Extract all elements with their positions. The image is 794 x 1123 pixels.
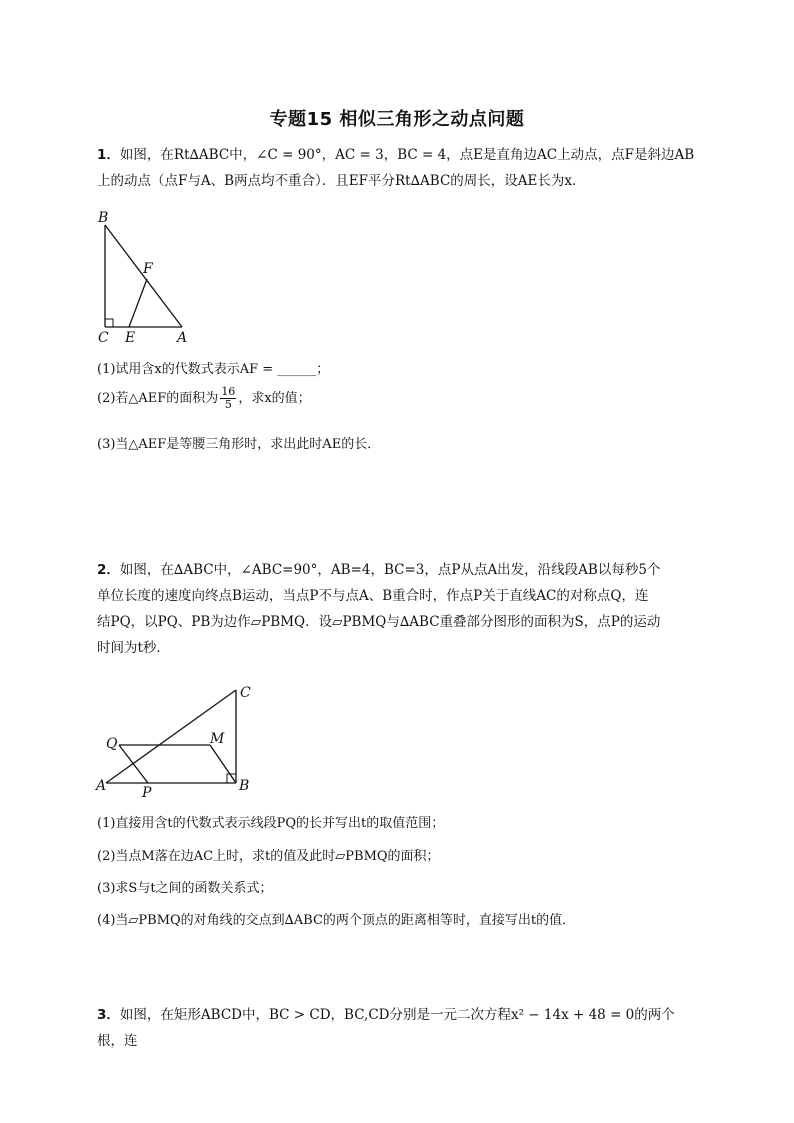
q2-line1: 如图，在∆ABC中，∠ABC=90°，AB=4，BC=3，点P从点A出发，沿线段AB以每秒5个 bbox=[119, 562, 661, 578]
q1-label-b: B bbox=[98, 210, 109, 226]
q3-text bbox=[97, 1002, 697, 1054]
q3-number: 3． bbox=[97, 1007, 120, 1023]
q2-label-b: B bbox=[239, 778, 250, 794]
q3-line1: 如图，在矩形ABCD中，BC > CD，BC,CD分别是一元二次方程x² − 14x + 48 = 0的两个根，连 bbox=[97, 1007, 675, 1049]
q1-segment-ef bbox=[129, 279, 147, 327]
q2-label-a: A bbox=[96, 778, 107, 794]
q1-sub2-prefix: (2)若△AEF的面积为 bbox=[97, 391, 219, 406]
q1-sub2 bbox=[97, 386, 311, 411]
q1-fraction-denominator: 5 bbox=[224, 398, 232, 411]
q1-fraction-numerator: 16 bbox=[221, 385, 236, 398]
q2-sub3: (3)求S与t之间的函数关系式； bbox=[97, 881, 273, 896]
q2-sub2: (2)当点M落在边AC上时，求t的值及此时▱PBMQ的面积； bbox=[97, 849, 440, 864]
q2-label-p: P bbox=[142, 785, 152, 801]
q1-sub2-suffix: ，求x的值； bbox=[238, 391, 311, 406]
q2-sub4: (4)当▱PBMQ的对角线的交点到∆ABC的两个顶点的距离相等时，直接写出t的值． bbox=[97, 913, 576, 928]
q1-line1: 如图，在Rt∆ABC中，∠C = 90°，AC = 3，BC = 4，点E是直角边AC上动点，点F是斜边AB bbox=[119, 147, 695, 163]
q2-number: 2． bbox=[97, 562, 120, 578]
q2-segment-qp bbox=[119, 745, 148, 783]
q1-right-angle-mark bbox=[105, 319, 113, 327]
q1-sub3: (3)当△AEF是等腰三角形时，求出此时AE的长． bbox=[97, 437, 381, 452]
q1-sub2-fraction bbox=[220, 386, 236, 411]
q1-label-c: C bbox=[98, 330, 109, 345]
q1-label-e: E bbox=[125, 330, 136, 345]
q2-label-m: M bbox=[210, 731, 225, 747]
q1-label-f: F bbox=[143, 261, 153, 277]
q2-line3: 结PQ，以PQ、PB为边作▱PBMQ．设▱PBMQ与∆ABC重叠部分图形的面积为S，点P的运动 bbox=[97, 614, 661, 630]
q1-line2: 上的动点（点F与A、B两点均不重合）．且EF平分Rt∆ABC的周长，设AE长为x． bbox=[97, 173, 586, 189]
q2-sub1: (1)直接用含t的代数式表示线段PQ的长并写出t的取值范围； bbox=[97, 816, 445, 831]
q1-figure bbox=[90, 205, 200, 345]
q1-sub1: (1)试用含x的代数式表示AF = ______； bbox=[97, 362, 330, 377]
page-title: 专题15 相似三角形之动点问题 bbox=[269, 109, 525, 130]
q2-segment-mb bbox=[210, 745, 236, 783]
q1-number: 1． bbox=[97, 147, 120, 163]
q2-label-c: C bbox=[240, 685, 251, 701]
q1-label-a: A bbox=[177, 330, 188, 345]
q2-line4: 时间为t秒． bbox=[97, 640, 170, 656]
q2-figure bbox=[92, 680, 262, 805]
q2-line2: 单位长度的速度向终点B运动，当点P不与点A、B重合时，作点P关于直线AC的对称点Q，连 bbox=[97, 588, 649, 604]
q2-label-q: Q bbox=[106, 736, 118, 752]
q2-text bbox=[97, 557, 697, 661]
q1-text bbox=[97, 142, 697, 194]
